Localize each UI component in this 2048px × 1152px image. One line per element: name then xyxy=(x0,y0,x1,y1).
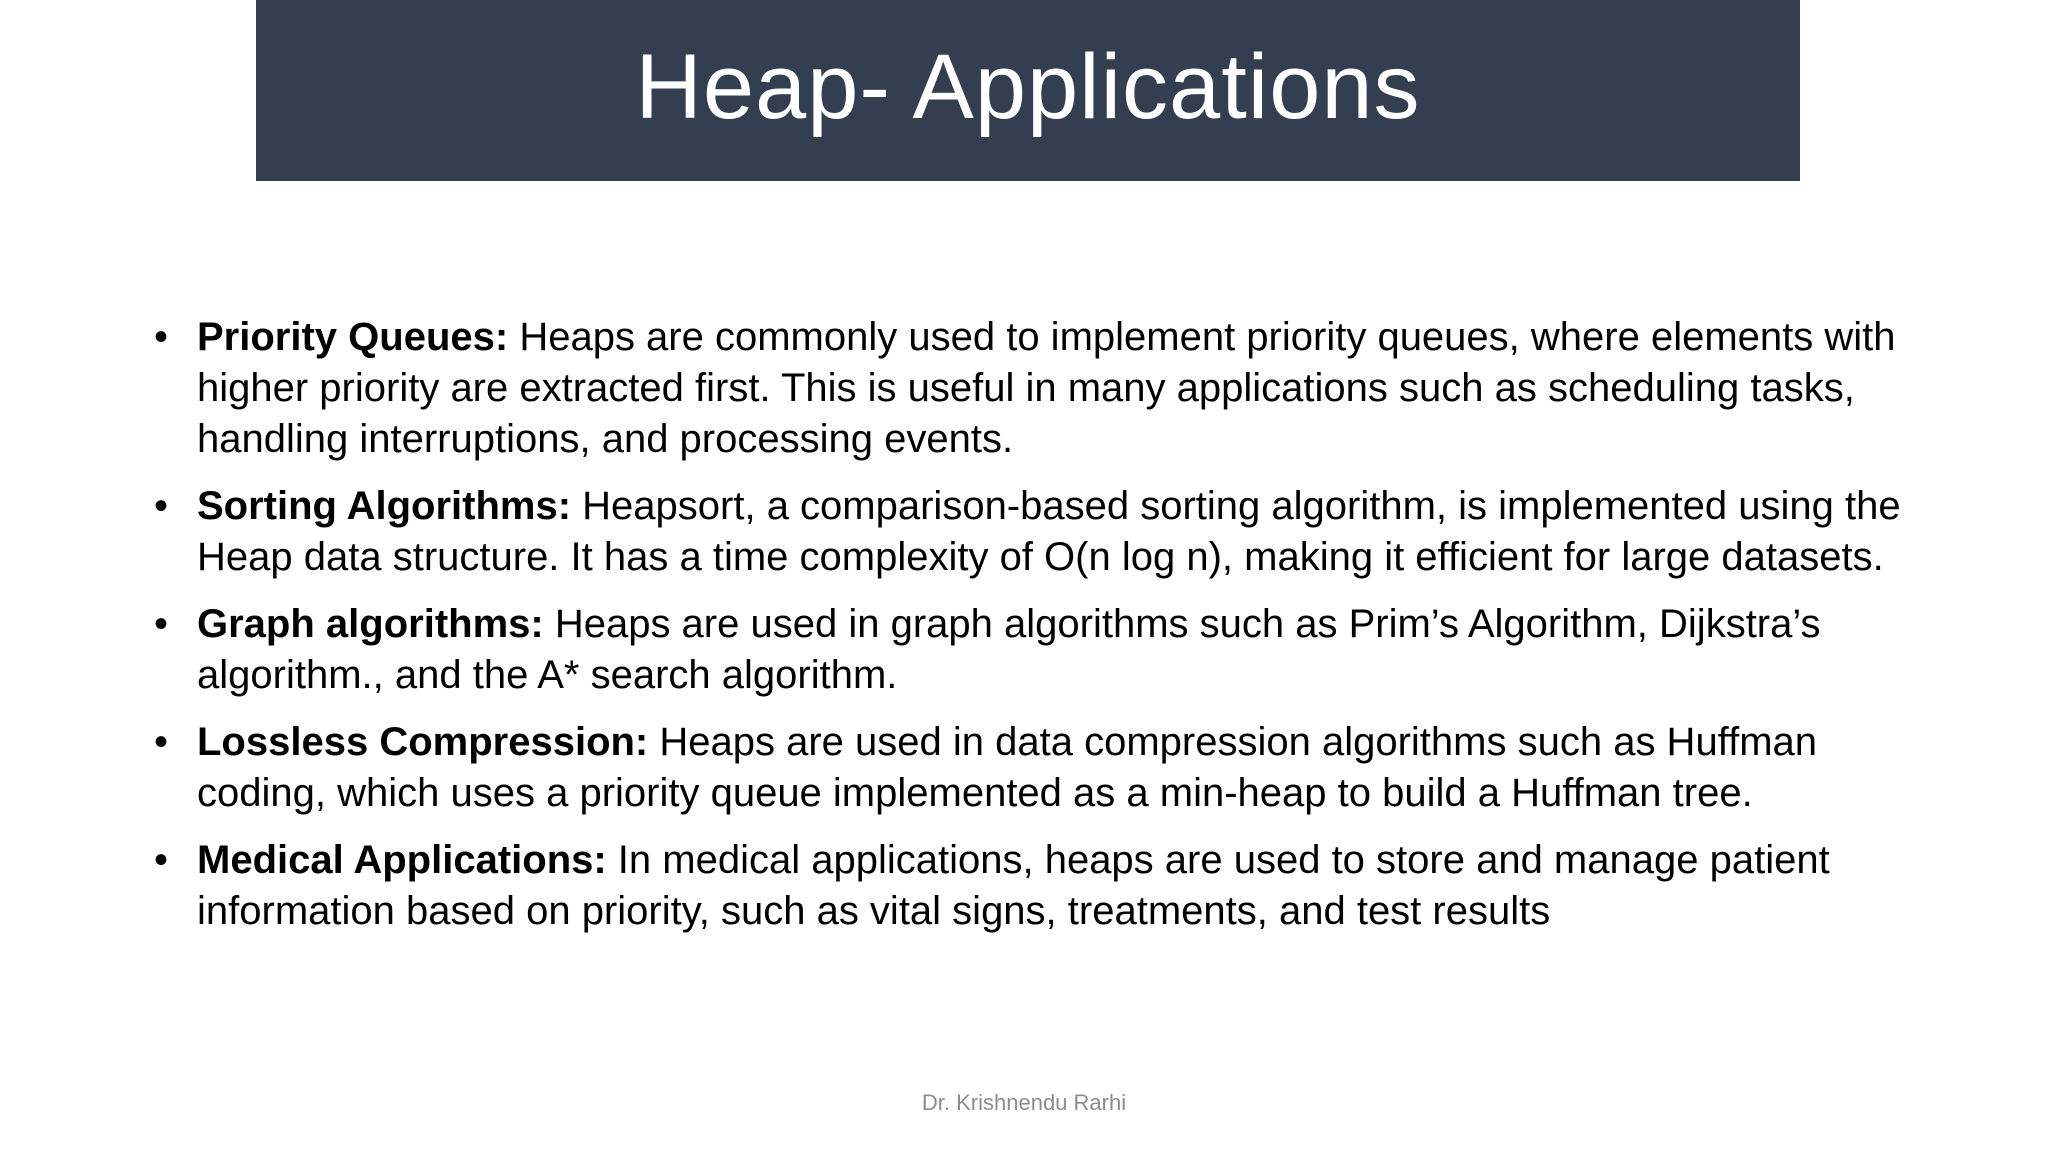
bullet-dot-icon: • xyxy=(154,484,169,528)
bullet-text: Heaps are commonly used to implement priority queues, where elements with higher priority are extracted first. This is useful in many applications such as scheduling tasks, handling interruptions, and processing events. xyxy=(197,315,1896,461)
bullet-text: Heapsort, a comparison-based sorting algorithm, is implemented using the Heap data structure. It has a time complexity of O(n log n), making it efficient for large datasets. xyxy=(197,484,1901,579)
bullet-term: Graph algorithms: xyxy=(197,602,544,646)
bullet-term: Lossless Compression: xyxy=(197,720,649,764)
bullet-dot-icon: • xyxy=(154,838,169,882)
footer-author: Dr. Krishnendu Rarhi xyxy=(921,1090,1127,1115)
bullet-item-sorting-algorithms xyxy=(150,481,1910,583)
bullet-dot-icon: • xyxy=(154,315,169,359)
bullet-item-medical-applications xyxy=(150,835,1910,937)
bullet-term: Priority Queues: xyxy=(197,315,509,359)
bullet-term: Sorting Algorithms: xyxy=(197,484,572,528)
bullet-item-priority-queues xyxy=(150,312,1910,465)
bullet-item-lossless-compression xyxy=(150,717,1910,819)
bullet-text: In medical applications, heaps are used to store and manage patient information based on priority, such as vital signs, treatments, and test results xyxy=(197,838,1830,933)
bullet-term: Medical Applications: xyxy=(197,838,607,882)
bullet-item-graph-algorithms xyxy=(150,599,1910,701)
bullet-dot-icon: • xyxy=(154,602,169,646)
bullet-dot-icon: • xyxy=(154,720,169,764)
bullet-list xyxy=(150,312,1910,953)
bullet-text: Heaps are used in data compression algorithms such as Huffman coding, which uses a priority queue implemented as a min-heap to build a Huffman tree. xyxy=(197,720,1817,815)
slide-title: Heap- Applications xyxy=(635,36,1421,138)
title-bar xyxy=(256,0,1800,181)
bullet-text: Heaps are used in graph algorithms such as Prim’s Algorithm, Dijkstra’s algorithm., and the A* search algorithm. xyxy=(197,602,1821,697)
